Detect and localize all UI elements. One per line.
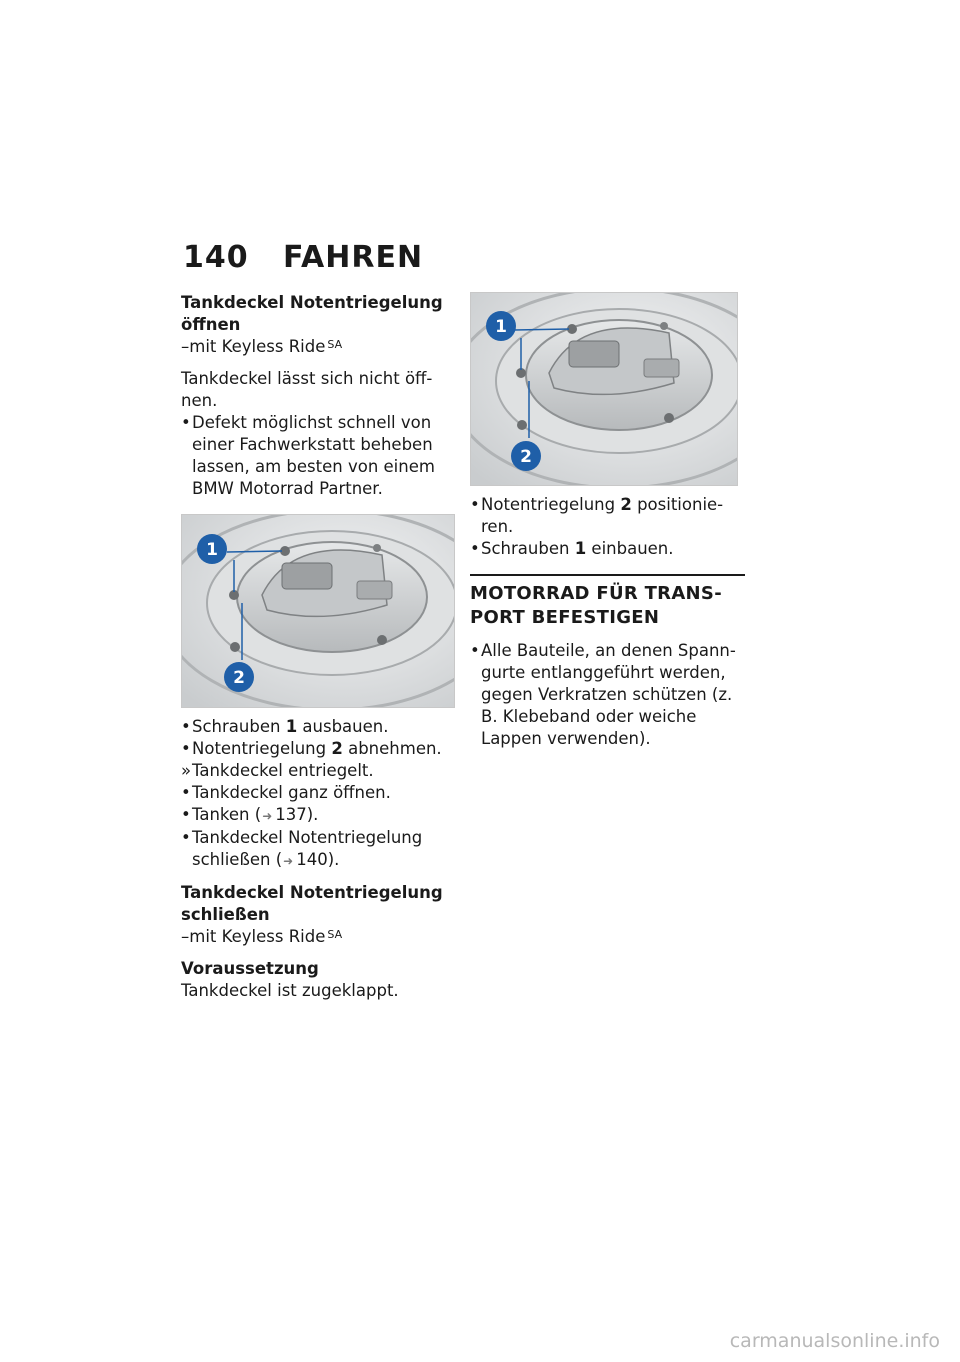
section-title-transport: MOTORRAD FÜR TRANS-PORT BEFESTIGEN: [470, 574, 745, 630]
transport-bullet: • Alle Bauteile, an denen Spann-gurte entlanggeführt werden, gegen Verkratzen schützen (z. B. Klebeband oder weiche Lappen verwenden).: [470, 640, 745, 750]
heading-close: Tankdeckel Notentriegelung schließen: [181, 883, 443, 924]
page-header: [183, 240, 423, 275]
callout-1: 1: [206, 540, 218, 560]
step-remove-screws: • Schrauben 1 ausbauen.: [181, 716, 456, 738]
right-column: [470, 292, 745, 750]
step-refuel: • Tanken (➜ 137).: [181, 804, 456, 827]
page-ref-link[interactable]: 140: [296, 850, 328, 869]
step-open-cap: • Tankdeckel ganz öffnen.: [181, 782, 456, 804]
open-bullet: • Defekt möglichst schnell von einer Fachwerkstatt beheben lassen, am besten von einem BMW Motorrad Partner.: [181, 412, 456, 500]
watermark: carmanualsonline.info: [729, 1330, 940, 1352]
left-column: [181, 292, 456, 1002]
right-steps: [470, 494, 745, 560]
callout-2: 2: [233, 668, 245, 688]
page-ref-link[interactable]: 137: [275, 805, 307, 824]
left-steps: [181, 716, 456, 872]
step-remove-release: • Notentriegelung 2 abnehmen.: [181, 738, 456, 760]
fuel-cap-figure-1: [181, 514, 455, 708]
fuel-cap-illustration: [182, 515, 454, 707]
fuel-cap-illustration: [471, 293, 737, 485]
callout-1: 1: [495, 317, 507, 337]
callout-2: 2: [520, 447, 532, 467]
fuel-cap-figure-2: [470, 292, 738, 486]
page-ref-arrow-icon: ➜: [283, 854, 294, 868]
condition-open: –mit Keyless Ride $^{SA}$: [181, 337, 343, 356]
step-close-release: • Tankdeckel Notentriegelung schließen (➜ 140).: [181, 827, 456, 872]
open-text: Tankdeckel lässt sich nicht öff-nen.: [181, 369, 433, 410]
step-position-release: • Notentriegelung 2 positionie-ren.: [470, 494, 745, 538]
chapter-title: FAHREN: [283, 240, 424, 275]
step-install-screws: • Schrauben 1 einbauen.: [470, 538, 745, 560]
prerequisite-title: Voraussetzung: [181, 959, 319, 978]
page-number: 140: [183, 240, 249, 275]
heading-open: Tankdeckel Notentriegelung öffnen: [181, 293, 443, 334]
result-unlocked: » Tankdeckel entriegelt.: [181, 760, 456, 782]
page-ref-arrow-icon: ➜: [262, 809, 273, 823]
prerequisite-text: Tankdeckel ist zugeklappt.: [181, 981, 399, 1000]
condition-close: –mit Keyless Ride $^{SA}$: [181, 927, 343, 946]
